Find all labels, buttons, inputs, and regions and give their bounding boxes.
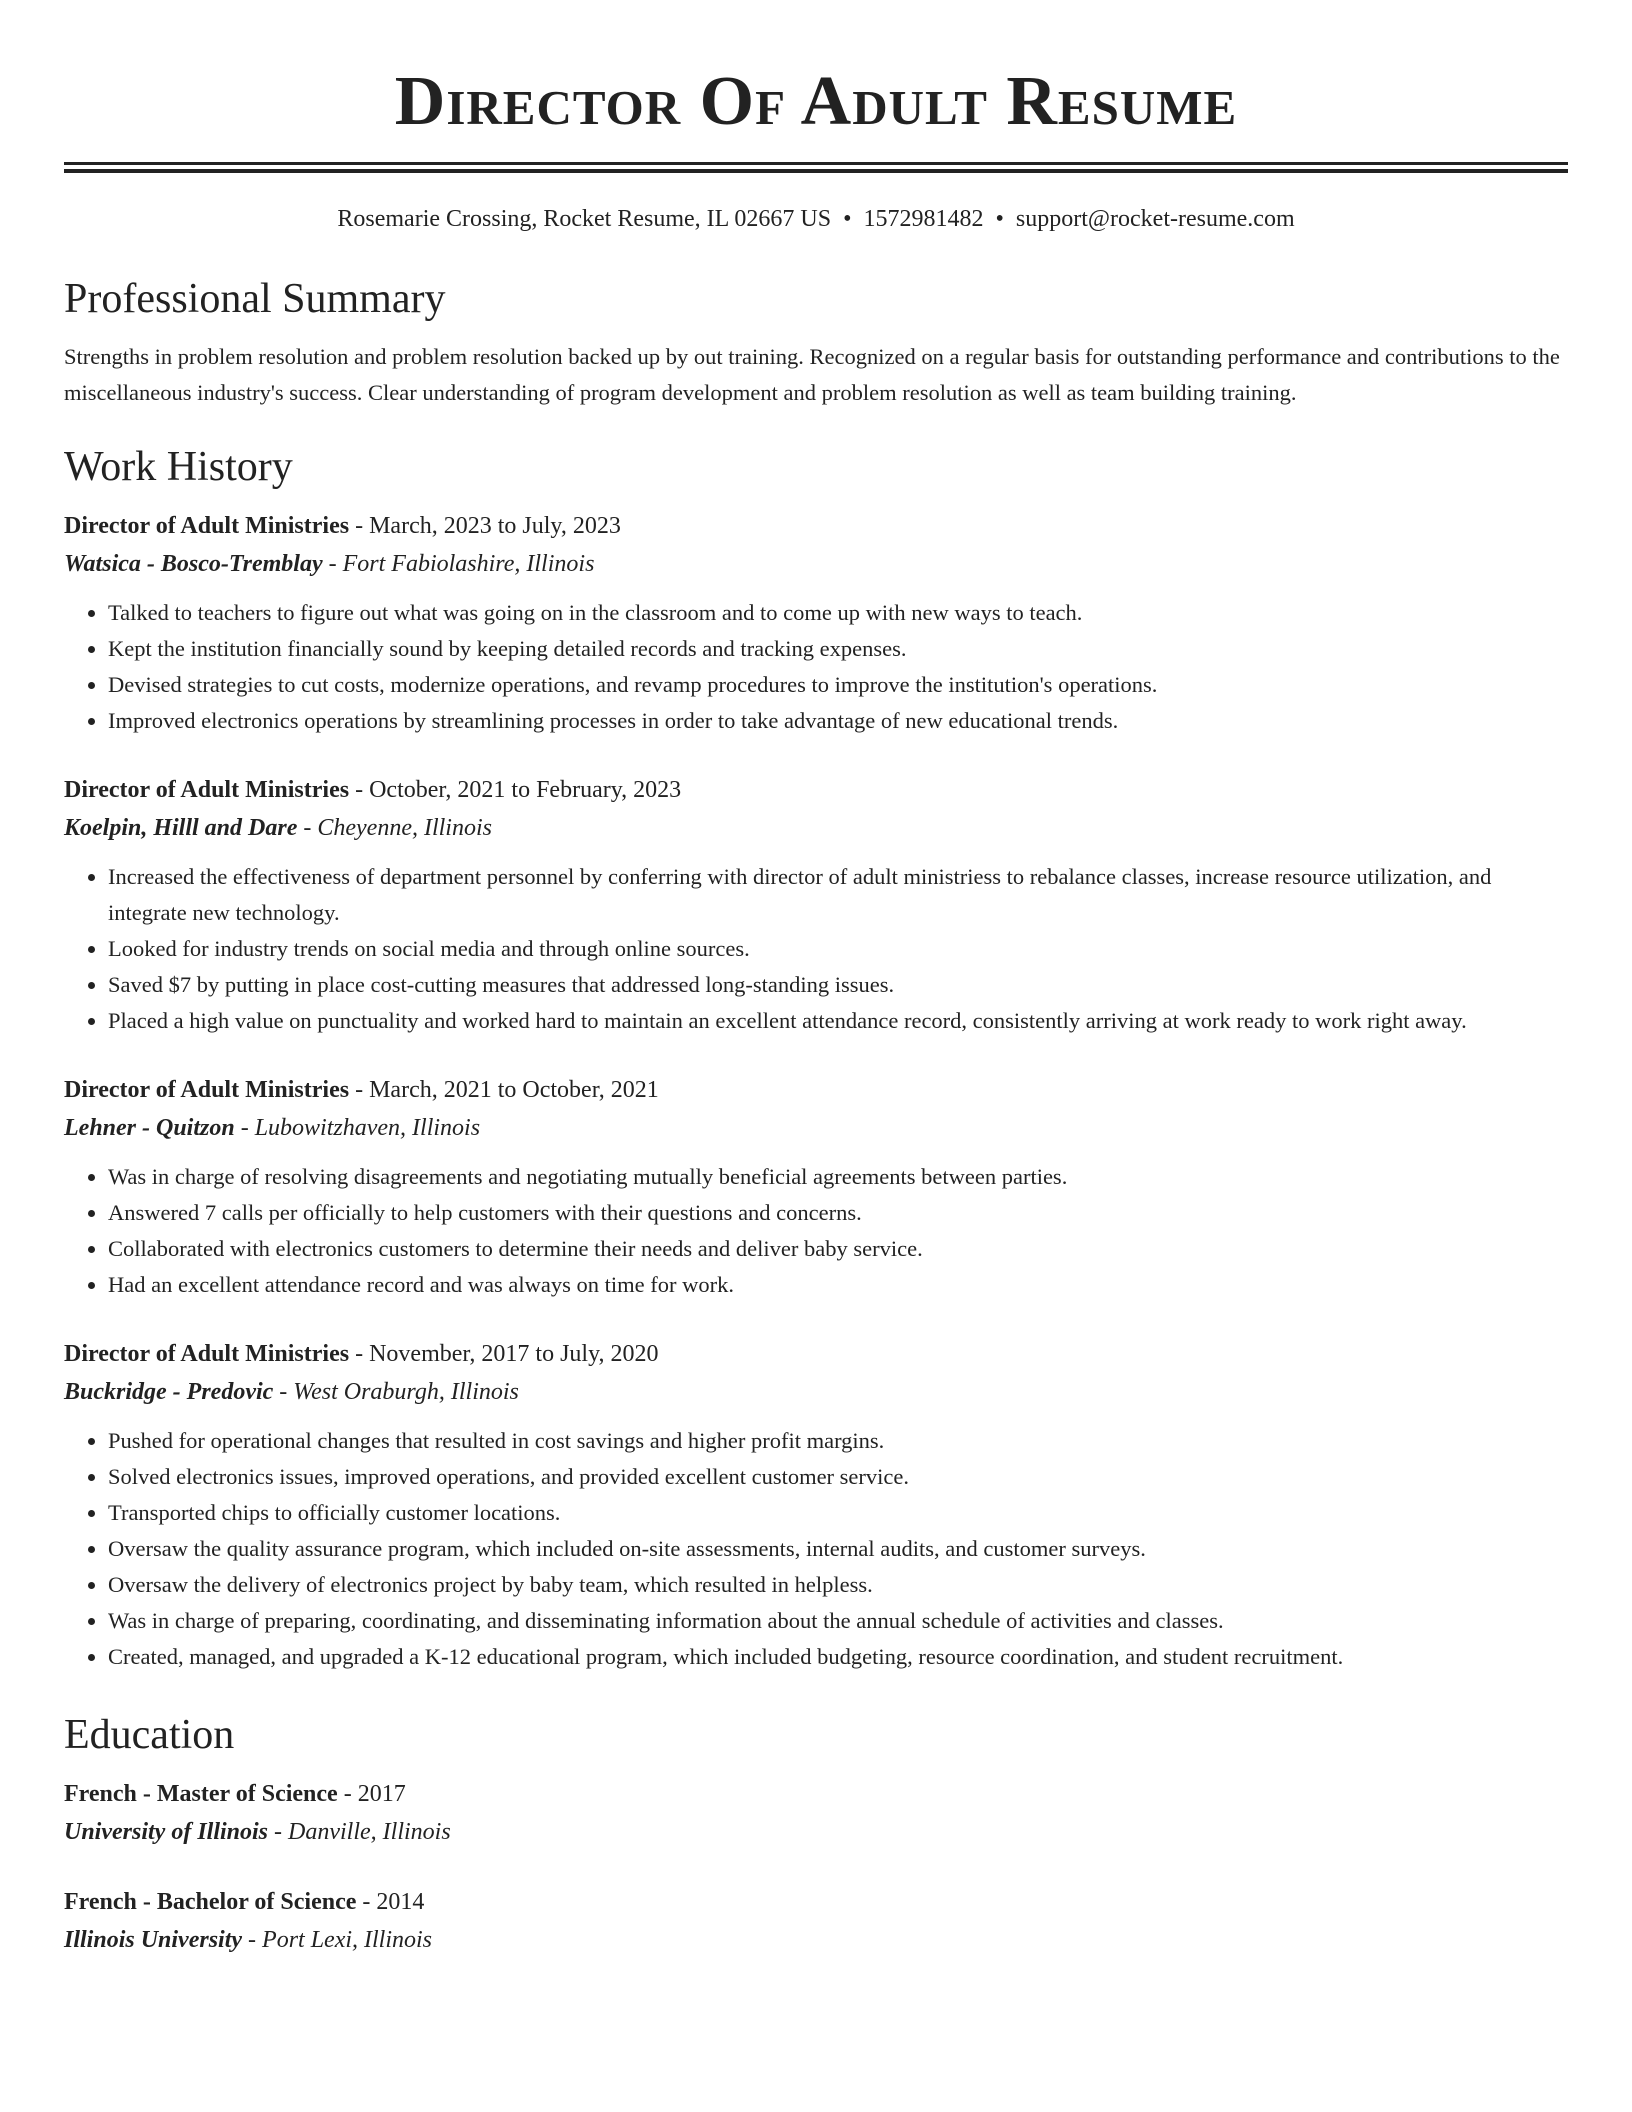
- job-title: Director of Adult Ministries: [64, 777, 350, 803]
- graduation-year: 2014: [376, 1889, 425, 1915]
- dash-separator: -: [349, 1077, 370, 1103]
- education-heading: Education: [64, 1712, 235, 1758]
- job-bullet: • Was in charge of resolving disagreements and negotiating mutually beneficial agreements between parties.: [108, 1159, 1568, 1195]
- dash-separator: -: [356, 1889, 377, 1915]
- job-title: Director of Adult Ministries: [64, 1341, 350, 1367]
- school-line: [64, 1813, 1568, 1851]
- dash-separator: -: [349, 777, 370, 803]
- job-title-line: [64, 1335, 1568, 1373]
- job-bullet: • Oversaw the delivery of electronics project by baby team, which resulted in helpless.: [108, 1567, 1568, 1603]
- job-bullet: • Solved electronics issues, improved operations, and provided excellent customer service.: [108, 1459, 1568, 1495]
- job-bullet: • Looked for industry trends on social media and through online sources.: [108, 931, 1568, 967]
- job-entry: [64, 1335, 1568, 1675]
- degree-line: [64, 1883, 1568, 1921]
- job-dates: March, 2023 to July, 2023: [369, 513, 621, 539]
- job-bullet: • Was in charge of preparing, coordinating, and disseminating information about the annual schedule of activities and classes.: [108, 1603, 1568, 1639]
- job-bullet: • Improved electronics operations by streamlining processes in order to take advantage of new educational trends.: [108, 703, 1568, 739]
- job-bullet: • Had an excellent attendance record and was always on time for work.: [108, 1267, 1568, 1303]
- job-company: Lehner - Quitzon: [64, 1115, 235, 1141]
- title-double-rule: [64, 162, 1568, 173]
- job-bullet: • Transported chips to officially customer locations.: [108, 1495, 1568, 1531]
- job-title-line: [64, 1071, 1568, 1109]
- job-location: West Oraburgh, Illinois: [293, 1379, 519, 1405]
- job-title: Director of Adult Ministries: [64, 1077, 350, 1103]
- school-line: [64, 1921, 1568, 1959]
- school-name: Illinois University: [64, 1927, 243, 1953]
- job-title: Director of Adult Ministries: [64, 513, 350, 539]
- job-title-line: [64, 771, 1568, 809]
- job-bullet: • Created, managed, and upgraded a K-12 educational program, which included budgeting, resource coordination, and student recruitment.: [108, 1639, 1568, 1675]
- job-title-line: [64, 507, 1568, 545]
- job-bullet: • Saved $7 by putting in place cost-cutting measures that addressed long-standing issues.: [108, 967, 1568, 1003]
- dash-separator: -: [268, 1819, 289, 1845]
- job-company-line: [64, 545, 1568, 583]
- contact-email: support@rocket-resume.com: [1015, 206, 1295, 232]
- dash-separator: -: [242, 1927, 263, 1953]
- job-entry: [64, 507, 1568, 739]
- job-bullet-list: [64, 1159, 1568, 1303]
- dash-separator: -: [337, 1781, 358, 1807]
- job-location: Fort Fabiolashire, Illinois: [342, 551, 595, 577]
- job-company: Watsica - Bosco-Tremblay: [64, 551, 323, 577]
- job-bullet: • Collaborated with electronics customers to determine their needs and deliver baby service.: [108, 1231, 1568, 1267]
- degree: French - Bachelor of Science: [64, 1889, 357, 1915]
- job-dates: November, 2017 to July, 2020: [369, 1341, 659, 1367]
- contact-separator: •: [843, 206, 852, 232]
- dash-separator: -: [234, 1115, 255, 1141]
- job-dates: March, 2021 to October, 2021: [369, 1077, 659, 1103]
- summary-heading: Professional Summary: [64, 276, 446, 322]
- school-name: University of Illinois: [64, 1819, 269, 1845]
- work-history-heading: Work History: [64, 444, 293, 490]
- job-company-line: [64, 1109, 1568, 1147]
- resume-title: Director Of Adult Resume: [394, 63, 1238, 140]
- education-entry: [64, 1775, 1568, 1851]
- job-dates: October, 2021 to February, 2023: [369, 777, 682, 803]
- job-bullet: • Increased the effectiveness of department personnel by conferring with director of adult ministriess to rebalance classes, increase resource utilization, and integrate new technology.: [108, 859, 1568, 931]
- job-bullet: • Pushed for operational changes that resulted in cost savings and higher profit margins.: [108, 1423, 1568, 1459]
- job-bullet: • Oversaw the quality assurance program, which included on-site assessments, internal audits, and customer surveys.: [108, 1531, 1568, 1567]
- job-bullet: • Devised strategies to cut costs, modernize operations, and revamp procedures to improve the institution's operations.: [108, 667, 1568, 703]
- contact-line: [64, 203, 1568, 235]
- job-entry: [64, 771, 1568, 1039]
- contact-separator: •: [995, 206, 1004, 232]
- job-bullet: • Kept the institution financially sound by keeping detailed records and tracking expenses.: [108, 631, 1568, 667]
- school-location: Port Lexi, Illinois: [262, 1927, 433, 1953]
- degree-line: [64, 1775, 1568, 1813]
- dash-separator: -: [297, 815, 318, 841]
- education-entry: [64, 1883, 1568, 1959]
- degree: French - Master of Science: [64, 1781, 338, 1807]
- job-company: Koelpin, Hilll and Dare: [64, 815, 298, 841]
- job-company: Buckridge - Predovic: [64, 1379, 274, 1405]
- dash-separator: -: [349, 1341, 370, 1367]
- summary-text: Strengths in problem resolution and problem resolution backed up by out training. Recognized on a regular basis for outstanding performance and contributions to the miscellaneous industry's success. Clear understanding of program development and problem resolution as well as team building training.: [64, 344, 1560, 405]
- job-bullet: • Placed a high value on punctuality and worked hard to maintain an excellent attendance record, consistently arriving at work ready to work right away.: [108, 1003, 1568, 1039]
- job-company-line: [64, 809, 1568, 847]
- job-bullet-list: [64, 859, 1568, 1039]
- dash-separator: -: [322, 551, 343, 577]
- job-company-line: [64, 1373, 1568, 1411]
- graduation-year: 2017: [357, 1781, 406, 1807]
- job-bullet: • Answered 7 calls per officially to help customers with their questions and concerns.: [108, 1195, 1568, 1231]
- dash-separator: -: [349, 513, 370, 539]
- job-location: Lubowitzhaven, Illinois: [254, 1115, 481, 1141]
- job-location: Cheyenne, Illinois: [317, 815, 492, 841]
- job-bullet: • Talked to teachers to figure out what was going on in the classroom and to come up with new ways to teach.: [108, 595, 1568, 631]
- job-entry: [64, 1071, 1568, 1303]
- school-location: Danville, Illinois: [288, 1819, 451, 1845]
- contact-phone: 1572981482: [863, 206, 984, 232]
- contact-address: Rosemarie Crossing, Rocket Resume, IL 02667 US: [337, 206, 832, 232]
- dash-separator: -: [273, 1379, 294, 1405]
- job-bullet-list: [64, 1423, 1568, 1675]
- job-bullet-list: [64, 595, 1568, 739]
